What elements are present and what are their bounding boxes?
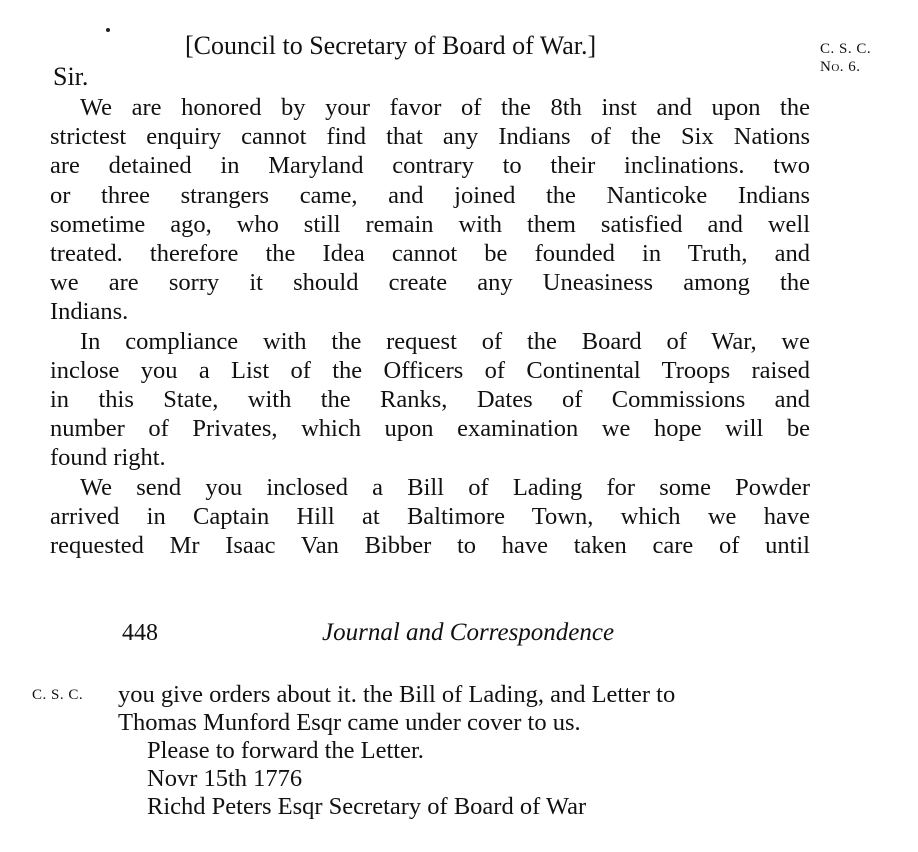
- page-number: 448: [122, 620, 158, 646]
- body-line: We send you inclosed a Bill of Lading for some Powder: [80, 474, 810, 501]
- marginal-note-bottom: C. S. C.: [32, 687, 84, 703]
- running-head: Journal and Correspondence: [322, 619, 615, 646]
- body-line: in this State, with the Ranks, Dates of Commissions and: [50, 386, 810, 413]
- body-line: requested Mr Isaac Van Bibber to have taken care of until: [50, 532, 810, 559]
- marginal-note-line: No. 6.: [820, 59, 861, 75]
- body-line: In compliance with the request of the Board of War, we: [80, 328, 810, 355]
- body-line: Thomas Munford Esqr came under cover to us.: [118, 709, 581, 736]
- body-line: sometime ago, who still remain with them satisfied and well: [50, 211, 810, 238]
- body-line: arrived in Captain Hill at Baltimore Town, which we have: [50, 503, 810, 530]
- salutation: Sir.: [53, 62, 89, 91]
- body-line: Richd Peters Esqr Secretary of Board of War: [147, 793, 587, 820]
- document-heading: [Council to Secretary of Board of War.]: [185, 31, 597, 60]
- body-line: strictest enquiry cannot find that any Indians of the Six Nations: [50, 123, 810, 150]
- body-line: treated. therefore the Idea cannot be founded in Truth, and: [50, 240, 810, 267]
- marginal-note-top: [820, 40, 871, 76]
- body-line: found right.: [50, 444, 166, 471]
- body-line: or three strangers came, and joined the Nanticoke Indians: [50, 182, 810, 209]
- body-line: Please to forward the Letter.: [147, 737, 424, 764]
- body-line: number of Privates, which upon examination we hope will be: [50, 415, 810, 442]
- marginal-note-line: C. S. C.: [820, 41, 872, 57]
- body-line: Indians.: [50, 298, 129, 325]
- body-line: you give orders about it. the Bill of Lading, and Letter to: [118, 681, 676, 708]
- body-line: Novr 15th 1776: [147, 765, 303, 792]
- body-line: inclose you a List of the Officers of Continental Troops raised: [50, 357, 810, 384]
- ink-speck: [106, 28, 110, 32]
- body-line: are detained in Maryland contrary to their inclinations. two: [50, 152, 810, 179]
- body-line: we are sorry it should create any Uneasiness among the: [50, 269, 810, 296]
- body-line: We are honored by your favor of the 8th inst and upon the: [80, 94, 810, 121]
